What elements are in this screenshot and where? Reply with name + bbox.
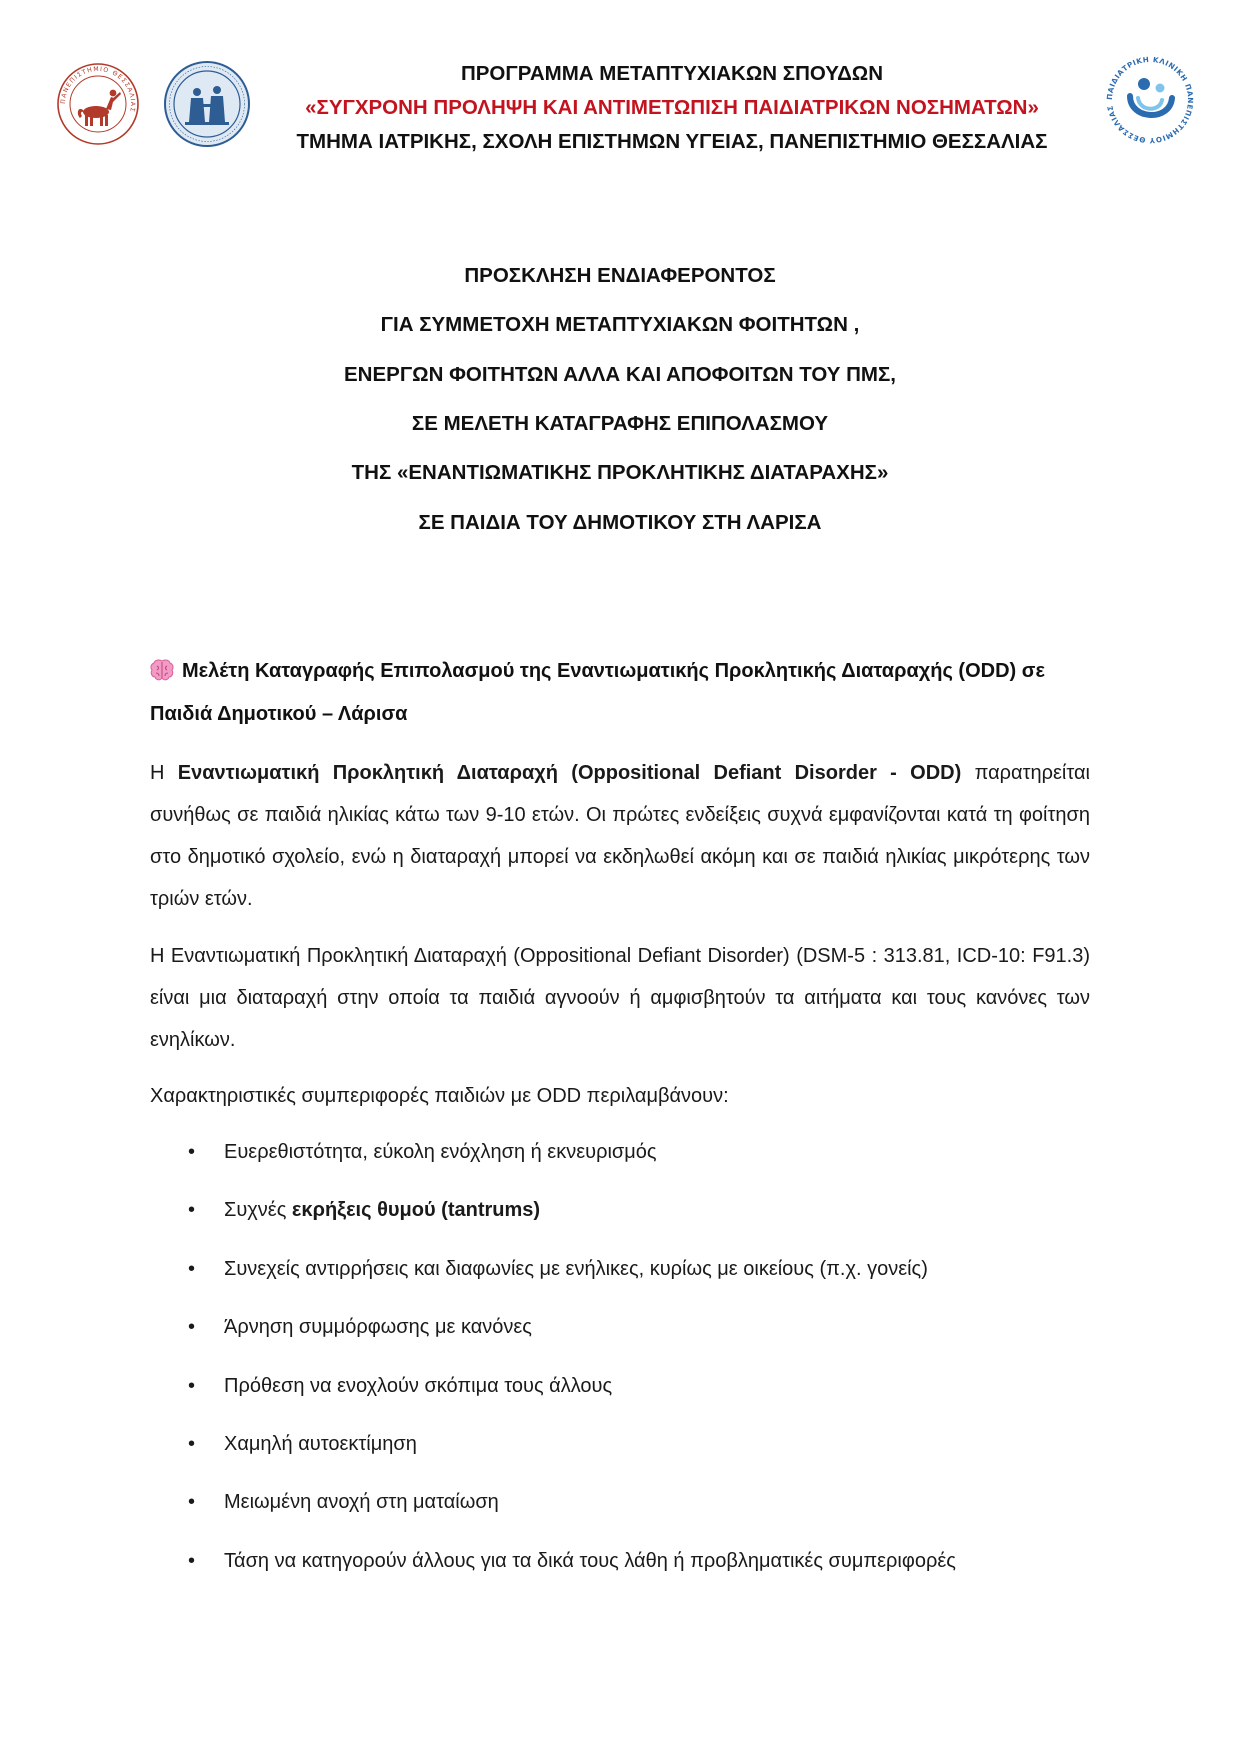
university-logo-icon: [56, 62, 140, 146]
list-item: [150, 1423, 1090, 1481]
behaviors-intro: Χαρακτηριστικές συμπεριφορές παιδιών με ODD περιλαμβάνουν:: [150, 1085, 729, 1107]
behaviors-list: [150, 1131, 1090, 1598]
seal-logo-icon: [163, 60, 251, 148]
intro-suffix: παρατηρείται συνήθως σε παιδιά ηλικίας κάτω των 9-10 ετών. Οι πρώτες ενδείξεις συχνά εμφανίζονται κατά τη φοίτηση στο δημοτικό σχολείο, ενώ η διαταραχή μπορεί να εκδηλωθεί ακόμη και σε παιδιά ηλικίας μικρότερης των τριών ετών.: [150, 762, 1090, 910]
intro-bold-term: Εναντιωματική Προκλητική Διαταραχή (Oppositional Defiant Disorder - ODD): [177, 762, 962, 784]
program-title: «ΣΥΓΧΡΟΝΗ ΠΡΟΛΗΨΗ ΚΑΙ ΑΝΤΙΜΕΤΩΠΙΣΗ ΠΑΙΔΙΑΤΡΙΚΩΝ ΝΟΣΗΜΑΤΩΝ»: [305, 96, 1039, 119]
title-line-3: ΕΝΕΡΓΩΝ ΦΟΙΤΗΤΩΝ ΑΛΛΑ ΚΑΙ ΑΠΟΦΟΙΤΩΝ ΤΟΥ ΠΜΣ,: [344, 363, 896, 386]
clinic-logo-ring-text: ΠΑΙΔΙΑΤΡΙΚΗ ΚΛΙΝΙΚΗ ΠΑΝΕΠΙΣΤΗΜΙΟΥ ΘΕΣΣΑΛΙΑΣ: [1104, 54, 1196, 146]
list-item-prefix: Συχνές: [224, 1199, 292, 1222]
list-item: [150, 1131, 1090, 1189]
university-logo-ring-text: ΠΑΝΕΠΙΣΤΗΜΙΟ ΘΕΣΣΑΛΙΑΣ: [59, 65, 137, 114]
list-item: [150, 1306, 1090, 1364]
title-line-5: ΤΗΣ «ΕΝΑΝΤΙΩΜΑΤΙΚΗΣ ΠΡΟΚΛΗΤΙΚΗΣ ΔΙΑΤΑΡΑΧΗΣ»: [351, 461, 889, 484]
list-item-text: Ευερεθιστότητα, εύκολη ενόχληση ή εκνευρισμός: [224, 1141, 657, 1163]
list-item-text: Πρόθεση να ενοχλούν σκόπιμα τους άλλους: [224, 1374, 613, 1397]
definition-paragraph: Η Εναντιωματική Προκλητική Διαταραχή (Oppositional Defiant Disorder) (DSM-5 : 313.81, ICD-10: F91.3) είναι μια διαταραχή στην οποία τα παιδιά αγνοούν ή αμφισβητούν τα αιτήματα και τους κανόνες των ενηλίκων.: [150, 945, 1090, 1051]
department-line: ΤΜΗΜΑ ΙΑΤΡΙΚΗΣ, ΣΧΟΛΗ ΕΠΙΣΤΗΜΩΝ ΥΓΕΙΑΣ, ΠΑΝΕΠΙΣΤΗΜΙΟ ΘΕΣΣΑΛΙΑΣ: [296, 130, 1048, 153]
list-item: [150, 1248, 1090, 1306]
list-item-text: Συνεχείς αντιρρήσεις και διαφωνίες με ενήλικες, κυρίως με οικείους (π.χ. γονείς): [224, 1257, 928, 1280]
list-item: [150, 1189, 1090, 1247]
list-item-text: Χαμηλή αυτοεκτίμηση: [224, 1432, 417, 1455]
title-line-2: ΓΙΑ ΣΥΜΜΕΤΟΧΗ ΜΕΤΑΠΤΥΧΙΑΚΩΝ ΦΟΙΤΗΤΩΝ ,: [380, 313, 860, 336]
intro-paragraph: [150, 752, 1090, 920]
list-item: [150, 1540, 1090, 1598]
list-item-text: Άρνηση συμμόρφωσης με κανόνες: [224, 1316, 532, 1339]
list-item: [150, 1481, 1090, 1539]
section-heading-text: Μελέτη Καταγραφής Επιπολασμού της Εναντιωματικής Προκλητικής Διαταραχής (ODD) σε Παιδιά Δημοτικού – Λάρισα: [150, 660, 1045, 725]
title-line-6: ΣΕ ΠΑΙΔΙΑ ΤΟΥ ΔΗΜΟΤΙΚΟΥ ΣΤΗ ΛΑΡΙΣΑ: [418, 511, 822, 534]
title-line-4: ΣΕ ΜΕΛΕΤΗ ΚΑΤΑΓΡΑΦΗΣ ΕΠΙΠΟΛΑΣΜΟΥ: [411, 412, 829, 435]
list-item-text: Τάση να κατηγορούν άλλους για τα δικά τους λάθη ή προβληματικές συμπεριφορές: [224, 1549, 956, 1572]
pediatric-clinic-logo-icon: [1100, 50, 1200, 150]
section-heading: [150, 650, 1090, 736]
intro-prefix: Η: [150, 762, 178, 784]
brain-icon: [150, 659, 174, 681]
title-line-1: ΠΡΟΣΚΛΗΣΗ ΕΝΔΙΑΦΕΡΟΝΤΟΣ: [464, 264, 776, 287]
list-item-bold: εκρήξεις θυμού (tantrums): [291, 1199, 541, 1222]
list-item: [150, 1365, 1090, 1423]
svg-text:ΠΑΙΔΙΑΤΡΙΚΗ ΚΛΙΝΙΚΗ ΠΑΝΕΠΙΣΤΗΜ: [1105, 55, 1195, 145]
list-item-text: Μειωμένη ανοχή στη ματαίωση: [224, 1491, 499, 1514]
program-name: ΠΡΟΓΡΑΜΜΑ ΜΕΤΑΠΤΥΧΙΑΚΩΝ ΣΠΟΥΔΩΝ: [460, 62, 884, 85]
